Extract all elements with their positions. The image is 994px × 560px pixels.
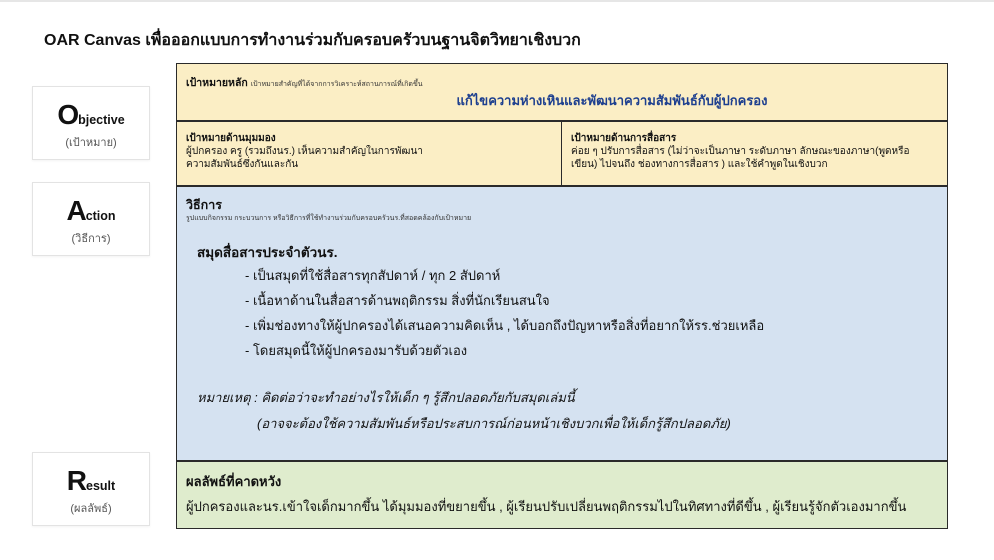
top-divider: [0, 0, 994, 2]
objective-initial: O: [57, 99, 79, 130]
result-text: ผู้ปกครองและนร.เข้าใจเด็กมากขึ้น ได้มุมมองที่ขยายขึ้น , ผู้เรียนปรับเปลี่ยนพฤติกรรมไปในทิศทางที่ดีขึ้น , ผู้เรียนรู้จักตัวเองมากขึ้น: [186, 499, 907, 514]
method-list: [245, 263, 764, 363]
action-word: [33, 183, 149, 225]
list-item: - เนื้อหาด้านในสื่อสารด้านพฤติกรรม สิ่งที่นักเรียนสนใจ: [245, 293, 550, 308]
main-goal-note: เป้าหมายสำคัญที่ได้จากการวิเคราะห์สถานการณ์ที่เกิดขึ้น: [250, 81, 423, 88]
method-heading: สมุดสื่อสารประจำตัวนร.: [197, 245, 338, 260]
communication-goal-content: [571, 132, 910, 171]
action-card: [32, 182, 150, 256]
method-box: [176, 186, 948, 461]
method-label: วิธีการ: [186, 198, 222, 212]
action-initial: A: [66, 195, 86, 226]
perspective-goal-line1: ผู้ปกครอง ครู (รวมถึงนร.) เห็นความสำคัญในการพัฒนา: [186, 146, 423, 157]
result-card: [32, 452, 150, 526]
objective-subtitle: (เป้าหมาย): [65, 137, 117, 149]
action-rest: ction: [85, 209, 116, 223]
communication-goal-line2: เขียน) ไปจนถึง ช่องทางการสื่อสาร ) และใช้คำพูดในเชิงบวก: [571, 159, 828, 170]
action-subtitle: (วิธีการ): [71, 233, 111, 245]
method-remark-line2: (อาจจะต้องใช้ความสัมพันธ์หรือประสบการณ์ก่อนหน้าเชิงบวกเพื่อให้เด็กรู้สึกปลอดภัย): [257, 416, 731, 431]
perspective-goal-content: [186, 132, 423, 171]
list-item: - เพิ่มช่องทางให้ผู้ปกครองได้เสนอความคิดเห็น , ได้บอกถึงปัญหาหรือสิ่งที่อยากให้รร.ช่วยเหลือ: [245, 318, 765, 333]
objective-card: [32, 86, 150, 160]
result-subtitle: (ผลลัพธ์): [70, 503, 112, 515]
method-note: รูปแบบกิจกรรม กระบวนการ หรือวิธีการที่ใช้ทำงานร่วมกับครอบครัวนร.ที่สอดคล้องกับเป้าหมาย: [186, 215, 472, 222]
perspective-goal-box: [176, 121, 562, 186]
main-goal-label: เป้าหมายหลัก: [186, 77, 248, 89]
method-remark-line1: หมายเหตุ : คิดต่อว่าจะทำอย่างไรให้เด็ก ๆ รู้สึกปลอดภัยกับสมุดเล่มนี้: [197, 390, 575, 405]
list-item: - เป็นสมุดที่ใช้สื่อสารทุกสัปดาห์ / ทุก 2 สัปดาห์: [245, 268, 501, 283]
result-label: ผลลัพธ์ที่คาดหวัง: [186, 474, 282, 489]
communication-goal-line1: ค่อย ๆ ปรับการสื่อสาร (ไม่ว่าจะเป็นภาษา ระดับภาษา ลักษณะของภาษา(พูดหรือ: [571, 146, 910, 157]
result-initial: R: [66, 465, 87, 496]
perspective-goal-label: เป้าหมายด้านมุมมอง: [186, 133, 276, 144]
main-goal-box: [176, 63, 948, 121]
perspective-goal-line2: ความสัมพันธ์ซึ่งกันและกัน: [186, 159, 299, 170]
result-word: [33, 453, 149, 495]
communication-goal-box: [561, 121, 948, 186]
main-goal-text: แก้ไขความห่างเหินและพัฒนาความสัมพันธ์กับผู้ปกครอง: [456, 93, 768, 108]
objective-word: [33, 87, 149, 129]
communication-goal-label: เป้าหมายด้านการสื่อสาร: [571, 133, 677, 144]
result-rest: esult: [86, 479, 116, 493]
list-item: - โดยสมุดนี้ให้ผู้ปกครองมารับด้วยตัวเอง: [245, 343, 468, 358]
page-title: OAR Canvas เพื่อออกแบบการทำงานร่วมกับครอบครัวบนฐานจิตวิทยาเชิงบวก: [44, 32, 581, 49]
result-box: [176, 461, 948, 529]
objective-rest: bjective: [78, 113, 125, 127]
main-goal-header: [186, 74, 423, 91]
